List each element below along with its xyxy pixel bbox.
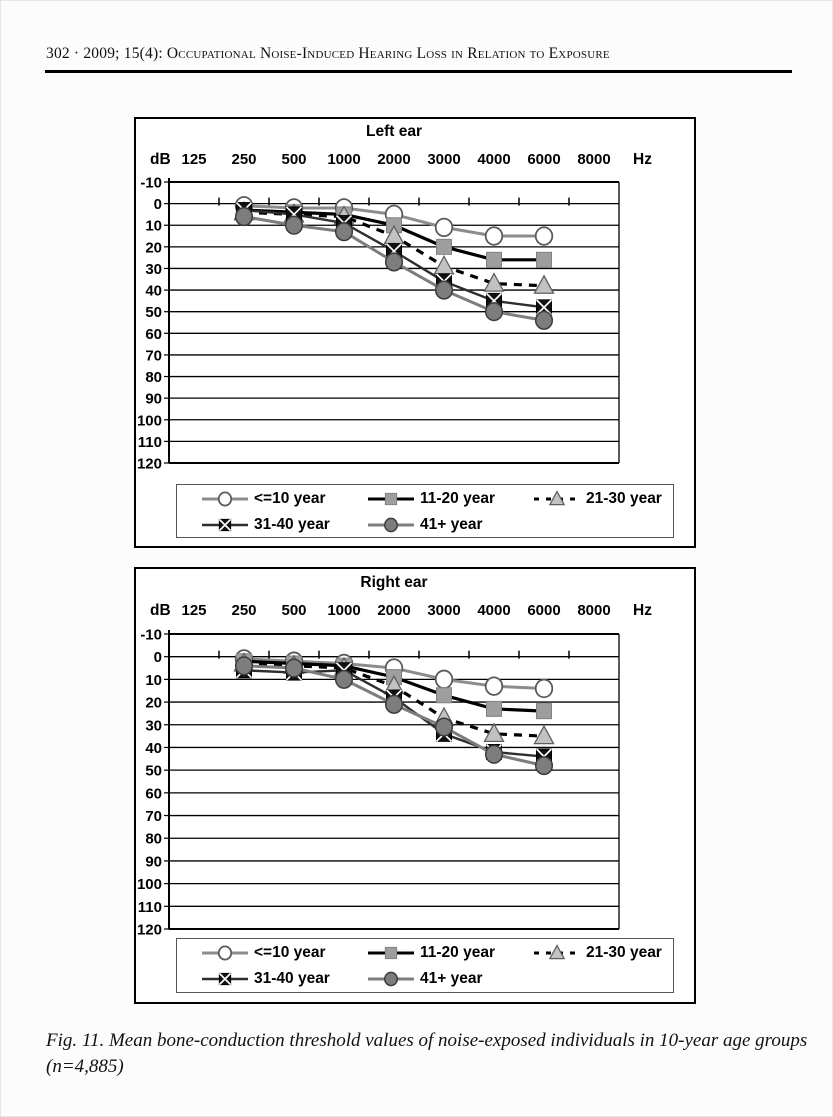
legend-label: 31-40 year	[254, 516, 330, 533]
legend-item	[367, 968, 533, 990]
audiogram-plot	[136, 569, 694, 998]
triangle-marker-icon	[535, 726, 554, 744]
db-axis-label: 0	[153, 649, 162, 667]
legend-item	[533, 942, 662, 964]
db-axis-label: 120	[136, 921, 162, 939]
circle-filled-marker-icon	[385, 972, 397, 985]
triangle-legend-icon	[533, 942, 581, 964]
circle-filled-marker-icon	[386, 253, 403, 271]
freq-axis-label: 4000	[477, 151, 511, 168]
db-unit-label: dB	[150, 151, 171, 168]
circle-filled-marker-icon	[336, 223, 353, 241]
legend-item	[367, 514, 533, 536]
square-gray-marker-icon	[437, 239, 452, 254]
db-axis-label: 100	[136, 876, 162, 894]
hz-unit-label: Hz	[633, 151, 652, 168]
legend-item	[367, 942, 533, 964]
legend-label: 21-30 year	[586, 944, 662, 961]
db-axis-label: 40	[145, 282, 162, 300]
right-ear-chart	[134, 567, 696, 1004]
legend-item	[201, 968, 367, 990]
legend-item	[533, 488, 662, 510]
circle-filled-legend-icon	[367, 968, 415, 990]
db-axis-label: 10	[145, 217, 162, 235]
circle-filled-marker-icon	[386, 696, 403, 714]
db-axis-label: 50	[145, 762, 162, 780]
journal-running-header: 302 · 2009; 15(4): Occupational Noise-Induced Hearing Loss in Relation to Exposure	[46, 45, 610, 62]
legend-label: 31-40 year	[254, 970, 330, 987]
freq-axis-label: 500	[281, 602, 307, 619]
db-axis-label: 30	[145, 717, 162, 735]
square-x-legend-icon	[201, 968, 249, 990]
header-rule	[45, 70, 792, 73]
square-x-legend-icon	[201, 514, 249, 536]
db-axis-label: 80	[145, 369, 162, 387]
legend-label: 11-20 year	[420, 944, 495, 961]
circle-filled-marker-icon	[336, 671, 353, 689]
chart-title: Left ear	[366, 123, 422, 140]
triangle-marker-icon	[435, 256, 454, 274]
circle-filled-marker-icon	[536, 312, 553, 330]
db-axis-label: 100	[136, 412, 162, 430]
db-axis-label: 70	[145, 347, 162, 365]
square-gray-marker-icon	[487, 701, 502, 716]
circle-filled-marker-icon	[486, 303, 503, 321]
audiogram-plot	[136, 119, 694, 542]
square-gray-legend-icon	[367, 488, 415, 510]
db-axis-label: 40	[145, 739, 162, 757]
db-axis-label: -10	[140, 174, 162, 192]
circle-filled-legend-icon	[367, 514, 415, 536]
db-axis-label: -10	[140, 626, 162, 644]
circle-open-marker-icon	[486, 677, 503, 695]
circle-open-marker-icon	[486, 227, 503, 245]
freq-axis-label: 250	[231, 602, 257, 619]
db-axis-label: 120	[136, 455, 162, 473]
circle-filled-marker-icon	[385, 518, 397, 531]
circle-filled-marker-icon	[436, 718, 453, 736]
circle-open-marker-icon	[219, 492, 231, 505]
freq-axis-label: 3000	[427, 151, 461, 168]
freq-axis-label: 1000	[327, 602, 361, 619]
freq-axis-label: 125	[181, 151, 207, 168]
legend-row	[177, 486, 673, 512]
freq-axis-label: 1000	[327, 151, 361, 168]
legend-row	[177, 940, 673, 966]
db-axis-label: 0	[153, 196, 162, 214]
legend-label: <=10 year	[254, 944, 326, 961]
circle-filled-marker-icon	[286, 216, 303, 234]
circle-filled-marker-icon	[436, 281, 453, 299]
left-ear-chart	[134, 117, 696, 548]
circle-filled-marker-icon	[236, 657, 253, 675]
circle-open-marker-icon	[536, 227, 553, 245]
freq-axis-label: 2000	[377, 602, 411, 619]
db-axis-label: 110	[137, 898, 162, 916]
circle-filled-marker-icon	[486, 745, 503, 763]
chart-title: Right ear	[360, 574, 428, 591]
freq-axis-label: 250	[231, 151, 257, 168]
square-x-marker-icon	[219, 973, 230, 984]
legend-label: 11-20 year	[420, 490, 495, 507]
freq-axis-label: 2000	[377, 151, 411, 168]
legend-label: 21-30 year	[586, 490, 662, 507]
freq-axis-label: 3000	[427, 602, 461, 619]
legend-row	[177, 512, 673, 538]
freq-axis-label: 6000	[527, 602, 561, 619]
db-unit-label: dB	[150, 602, 171, 619]
db-axis-label: 90	[145, 853, 162, 871]
freq-axis-label: 8000	[577, 602, 611, 619]
db-axis-label: 90	[145, 390, 162, 408]
legend-label: 41+ year	[420, 970, 483, 987]
legend-label: <=10 year	[254, 490, 326, 507]
circle-open-marker-icon	[436, 219, 453, 237]
legend-item	[201, 514, 367, 536]
db-axis-label: 10	[145, 671, 162, 689]
freq-axis-label: 500	[281, 151, 307, 168]
square-gray-marker-icon	[385, 493, 396, 504]
figure-caption: Fig. 11. Mean bone-conduction threshold values of noise-exposed individuals in 10-year age groups (n=4,885)	[46, 1030, 808, 1077]
triangle-marker-icon	[535, 276, 554, 294]
chart-legend	[176, 938, 674, 993]
db-axis-label: 70	[145, 808, 162, 826]
freq-axis-label: 6000	[527, 151, 561, 168]
db-axis-label: 20	[145, 694, 162, 712]
circle-open-marker-icon	[436, 671, 453, 689]
circle-filled-marker-icon	[286, 659, 303, 677]
db-axis-label: 80	[145, 830, 162, 848]
legend-item	[201, 942, 367, 964]
circle-open-marker-icon	[219, 946, 231, 959]
hz-unit-label: Hz	[633, 602, 652, 619]
legend-item	[367, 488, 533, 510]
legend-label: 41+ year	[420, 516, 483, 533]
db-axis-label: 60	[145, 785, 162, 803]
square-gray-marker-icon	[487, 252, 502, 267]
db-axis-label: 110	[137, 433, 162, 451]
freq-axis-label: 8000	[577, 151, 611, 168]
db-axis-label: 30	[145, 260, 162, 278]
square-x-marker-icon	[219, 519, 230, 530]
db-axis-label: 50	[145, 304, 162, 322]
legend-row	[177, 966, 673, 992]
square-gray-marker-icon	[437, 688, 452, 703]
db-axis-label: 60	[145, 325, 162, 343]
freq-axis-label: 4000	[477, 602, 511, 619]
square-gray-marker-icon	[385, 947, 396, 958]
square-gray-legend-icon	[367, 942, 415, 964]
square-gray-marker-icon	[537, 704, 552, 719]
db-axis-label: 20	[145, 239, 162, 257]
circle-open-legend-icon	[201, 488, 249, 510]
circle-open-legend-icon	[201, 942, 249, 964]
chart-legend	[176, 484, 674, 538]
legend-item	[201, 488, 367, 510]
circle-filled-marker-icon	[236, 208, 253, 226]
square-gray-marker-icon	[537, 252, 552, 267]
circle-open-marker-icon	[536, 680, 553, 698]
freq-axis-label: 125	[181, 602, 207, 619]
triangle-legend-icon	[533, 488, 581, 510]
circle-filled-marker-icon	[536, 757, 553, 775]
